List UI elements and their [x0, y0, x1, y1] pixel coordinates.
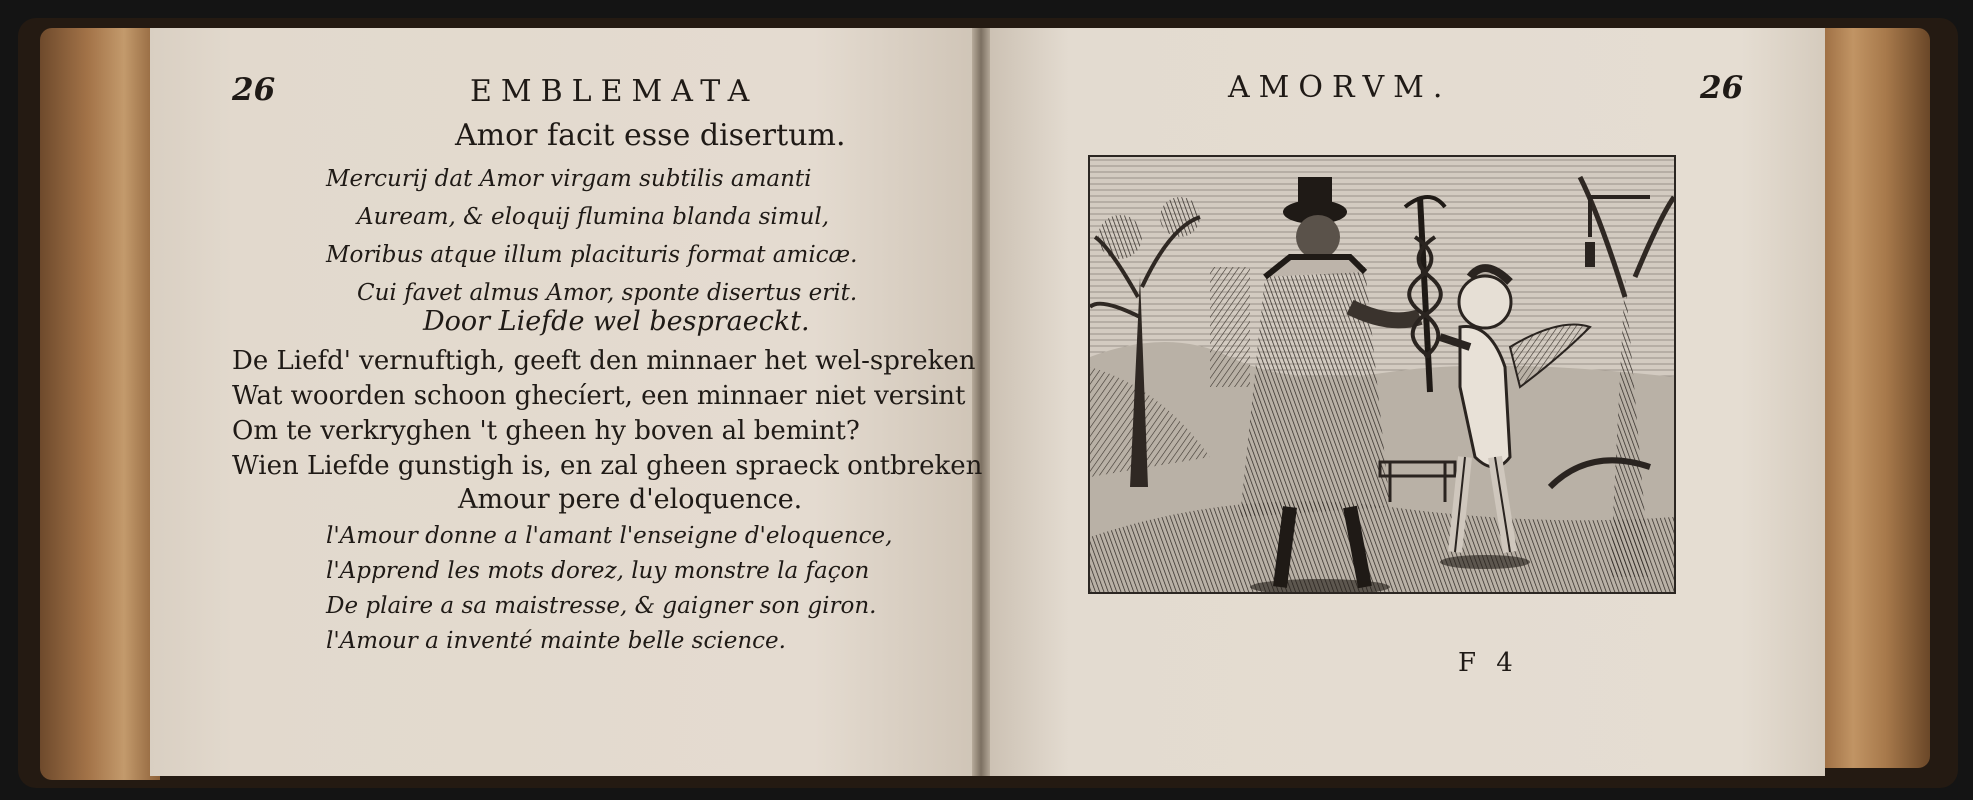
right-page-number: 26 — [1700, 70, 1744, 106]
latin-verse-line: Auream, & eloquij flumina blanda simul, — [357, 204, 830, 230]
page-edges-right — [1820, 28, 1930, 768]
french-verse-line: l'Apprend les mots dorez, luy monstre la façon — [326, 558, 870, 584]
latin-verse-line: Cui favet almus Amor, sponte disertus erit. — [357, 280, 858, 306]
emblem-engraving-icon — [1088, 155, 1676, 594]
latin-emblem-title: Amor facit esse disertum. — [455, 118, 846, 153]
dutch-verse-line: De Liefd' vernuftigh, geeft den minnaer het wel-spreken — [232, 346, 976, 376]
dutch-verse-line: Wat woorden schoon ghecíert, een minnaer niet versint — [232, 381, 966, 411]
dutch-verse-line: Om te verkryghen 't gheen hy boven al bemint? — [232, 416, 860, 446]
french-verse-line: De plaire a sa maistresse, & gaigner son giron. — [326, 593, 877, 619]
left-running-head: EMBLEMATA — [470, 74, 759, 109]
french-emblem-title: Amour pere d'eloquence. — [458, 484, 803, 515]
signature-mark: F 4 — [1458, 648, 1519, 678]
page-edges-left — [40, 28, 160, 780]
dutch-verse-line: Wien Liefde gunstigh is, en zal gheen spraeck ontbreken — [232, 451, 983, 481]
right-running-head: AMORVM. — [1228, 70, 1452, 105]
book-gutter — [972, 28, 990, 776]
latin-verse-line: Moribus atque illum placituris format amicæ. — [326, 242, 858, 268]
french-verse-line: l'Amour a inventé mainte belle science. — [326, 628, 786, 654]
latin-verse-line: Mercurij dat Amor virgam subtilis amanti — [326, 166, 812, 192]
left-page-number: 26 — [232, 72, 276, 108]
french-verse-line: l'Amour donne a l'amant l'enseigne d'eloquence, — [326, 523, 893, 549]
dutch-emblem-title: Door Liefde wel bespraeckt. — [423, 306, 810, 337]
